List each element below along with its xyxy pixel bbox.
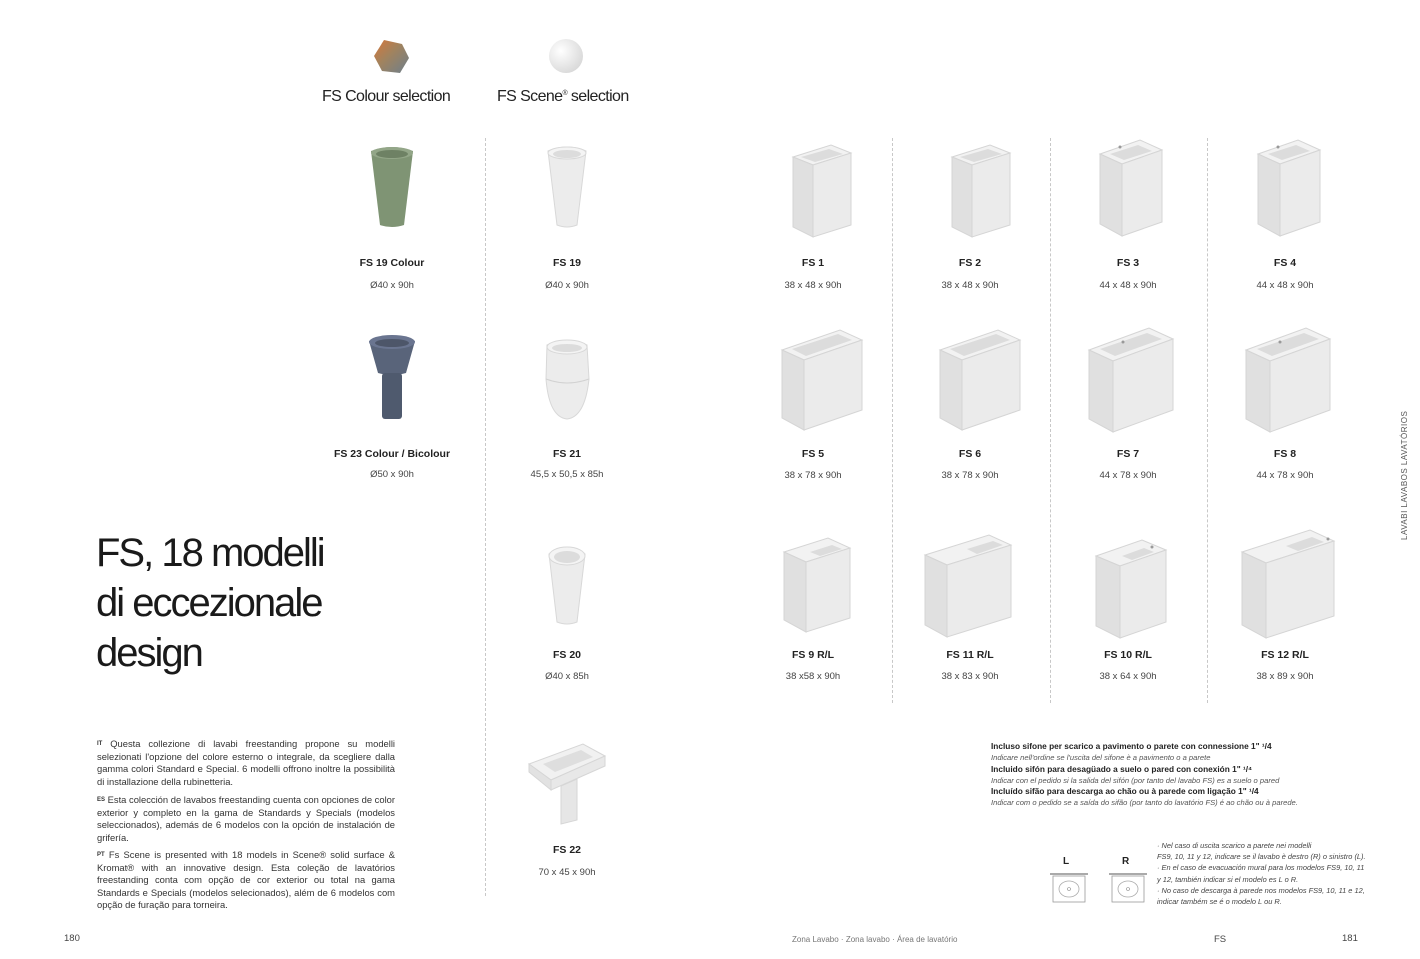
fs-5-washbasin-image: [780, 328, 864, 432]
product-dimensions: 44 x 48 x 90h: [1099, 280, 1157, 291]
product-dimensions: Ø40 x 90h: [370, 280, 414, 291]
fs-6-washbasin-image: [938, 328, 1022, 432]
siphon-note-es: Incluido sifón para desagüado a suelo o pared con conexión 1" ¹/⁴: [991, 764, 1253, 774]
siphon-note-pt: Incluído sifão para descarga ao chão ou à parede com ligação 1" ¹/4: [991, 786, 1259, 796]
description-es: $^{ES}$ Esta colección de lavabos freestanding cuenta con opciones de color exterior y completo en la gama de Standards y Specials (modelos seleccionados), además de 6 modelos con la opción de instalación de grifería.: [97, 794, 395, 843]
description-pt: $^{PT}$ Fs Scene is presented with 18 models in Scene® solid surface & Kromat® with an innovative design. Esta coleção de lavatórios freestanding conta com opção de cor exterior ou total na gama Standards e Specials (modelos selecionados), além de 6 modelos com opção de furação para torneira.: [97, 849, 395, 911]
lr-notes: · Nel caso di uscita scarico a parete nei modelli FS9, 10, 11 y 12, indicare se il lavabo è destro (R) o sinistro (L). · En el caso de evacuación mural para los modelos FS9, 10, 11 y 12, también indicar si el modelo es L o R. · No caso de descarga à parede nos modelos FS9, 10, 11 e 12, indicar também se é o modelo L ou R.: [1157, 841, 1366, 907]
product-dimensions: 44 x 78 x 90h: [1256, 470, 1314, 481]
product-name: FS 2: [958, 257, 982, 269]
siphon-note-es-detail: Indicar con el pedido si la salida del sifón (por tanto del lavabo FS) es a suelo o pared: [991, 776, 1280, 785]
siphon-note-it: Incluso sifone per scarico a pavimento o parete con connessione 1" ¹/4: [991, 741, 1272, 751]
fs-19-washbasin-image: [545, 145, 589, 230]
product-name: FS 21: [552, 448, 581, 460]
footer-section: Zona Lavabo · Zona lavabo · Área de lavatório: [792, 935, 958, 944]
fs-7-washbasin-image: [1087, 326, 1175, 434]
colour-selection-swatch-icon: [372, 38, 410, 76]
product-name: FS 11 R/L: [946, 649, 994, 661]
right-version-diagram-icon: [1109, 872, 1147, 904]
product-dimensions: 38 x 83 x 90h: [941, 671, 999, 682]
product-dimensions: 70 x 45 x 90h: [538, 867, 596, 878]
product-dimensions: 38 x 48 x 90h: [784, 280, 842, 291]
description-it: $^{IT}$ Questa collezione di lavabi freestanding propone su modelli selezionati l'opzione del colore esterno o integrale, da scegliere dalla gamma colori Standard e Special. 6 modelli offrono inoltre la possibilità di installazione della rubinetteria.: [97, 738, 395, 787]
fs-23-colour-washbasin-image: [366, 333, 418, 421]
right-version-label: R: [1122, 856, 1130, 867]
product-dimensions: 38 x 64 x 90h: [1099, 671, 1157, 682]
footer-collection: FS: [1214, 934, 1227, 945]
siphon-note-pt-detail: Indicar com o pedido se a saída do sifão (por tanto do lavatório FS) é ao chão ou à parede.: [991, 798, 1298, 807]
scene-selection-label: FS Scene® selection: [497, 88, 629, 105]
page-number-left: 180: [64, 933, 80, 944]
product-dimensions: Ø40 x 90h: [545, 280, 589, 291]
product-name: FS 7: [1116, 448, 1140, 460]
left-version-diagram-icon: [1050, 872, 1088, 904]
fs-1-washbasin-image: [791, 143, 853, 239]
product-name: FS 12 R/L: [1261, 649, 1309, 661]
product-dimensions: 38 x 89 x 90h: [1256, 671, 1314, 682]
colour-selection-label: FS Colour selection: [322, 88, 451, 105]
product-name: FS 3: [1116, 257, 1140, 269]
left-version-label: L: [1063, 856, 1070, 867]
fs-4-washbasin-image: [1256, 138, 1322, 238]
fs-10-washbasin-image: [1094, 538, 1168, 640]
fs-22-washbasin-image: [527, 742, 607, 826]
product-name: FS 6: [958, 448, 982, 460]
product-name: FS 19: [552, 257, 581, 269]
product-name: FS 23 Colour / Bicolour: [333, 448, 451, 460]
fs-12-washbasin-image: [1240, 528, 1336, 640]
scene-selection-swatch-icon: [548, 38, 584, 74]
product-name: FS 4: [1273, 257, 1297, 269]
product-dimensions: 38 x 48 x 90h: [941, 280, 999, 291]
product-name: FS 5: [801, 448, 825, 460]
product-name: FS 8: [1273, 448, 1297, 460]
separator-line: [1050, 138, 1051, 703]
fs-8-washbasin-image: [1244, 326, 1332, 434]
separator-line: [485, 138, 486, 896]
product-name: FS 1: [801, 257, 825, 269]
fs-20-washbasin-image: [547, 544, 587, 626]
product-name: FS 10 R/L: [1104, 649, 1152, 661]
page-number-right: 181: [1342, 933, 1358, 944]
product-dimensions: 44 x 48 x 90h: [1256, 280, 1314, 291]
product-dimensions: 44 x 78 x 90h: [1099, 470, 1157, 481]
product-name: FS 20: [552, 649, 581, 661]
fs-11-washbasin-image: [923, 533, 1013, 639]
side-category-label: LAVABI LAVABOS LAVATÓRIOS: [1400, 410, 1409, 540]
separator-line: [1207, 138, 1208, 703]
product-name: FS 9 R/L: [791, 649, 834, 661]
product-dimensions: 38 x 78 x 90h: [784, 470, 842, 481]
separator-line: [892, 138, 893, 703]
fs-3-washbasin-image: [1098, 138, 1164, 238]
product-name: FS 19 Colour: [359, 257, 425, 269]
fs-2-washbasin-image: [950, 143, 1012, 239]
siphon-note-it-detail: Indicare nell'ordine se l'uscita del sifone è a pavimento o a parete: [991, 753, 1211, 762]
fs-21-washbasin-image: [543, 337, 591, 421]
page-headline: FS, 18 modelli di eccezionale design: [96, 531, 324, 675]
product-dimensions: 38 x 78 x 90h: [941, 470, 999, 481]
product-dimensions: 38 x58 x 90h: [785, 671, 841, 682]
product-dimensions: Ø50 x 90h: [370, 469, 414, 480]
product-dimensions: 45,5 x 50,5 x 85h: [530, 469, 604, 480]
fs-9-washbasin-image: [782, 536, 852, 634]
product-name: FS 22: [552, 844, 581, 856]
product-dimensions: Ø40 x 85h: [545, 671, 589, 682]
fs-19-colour-washbasin-image: [366, 145, 418, 230]
